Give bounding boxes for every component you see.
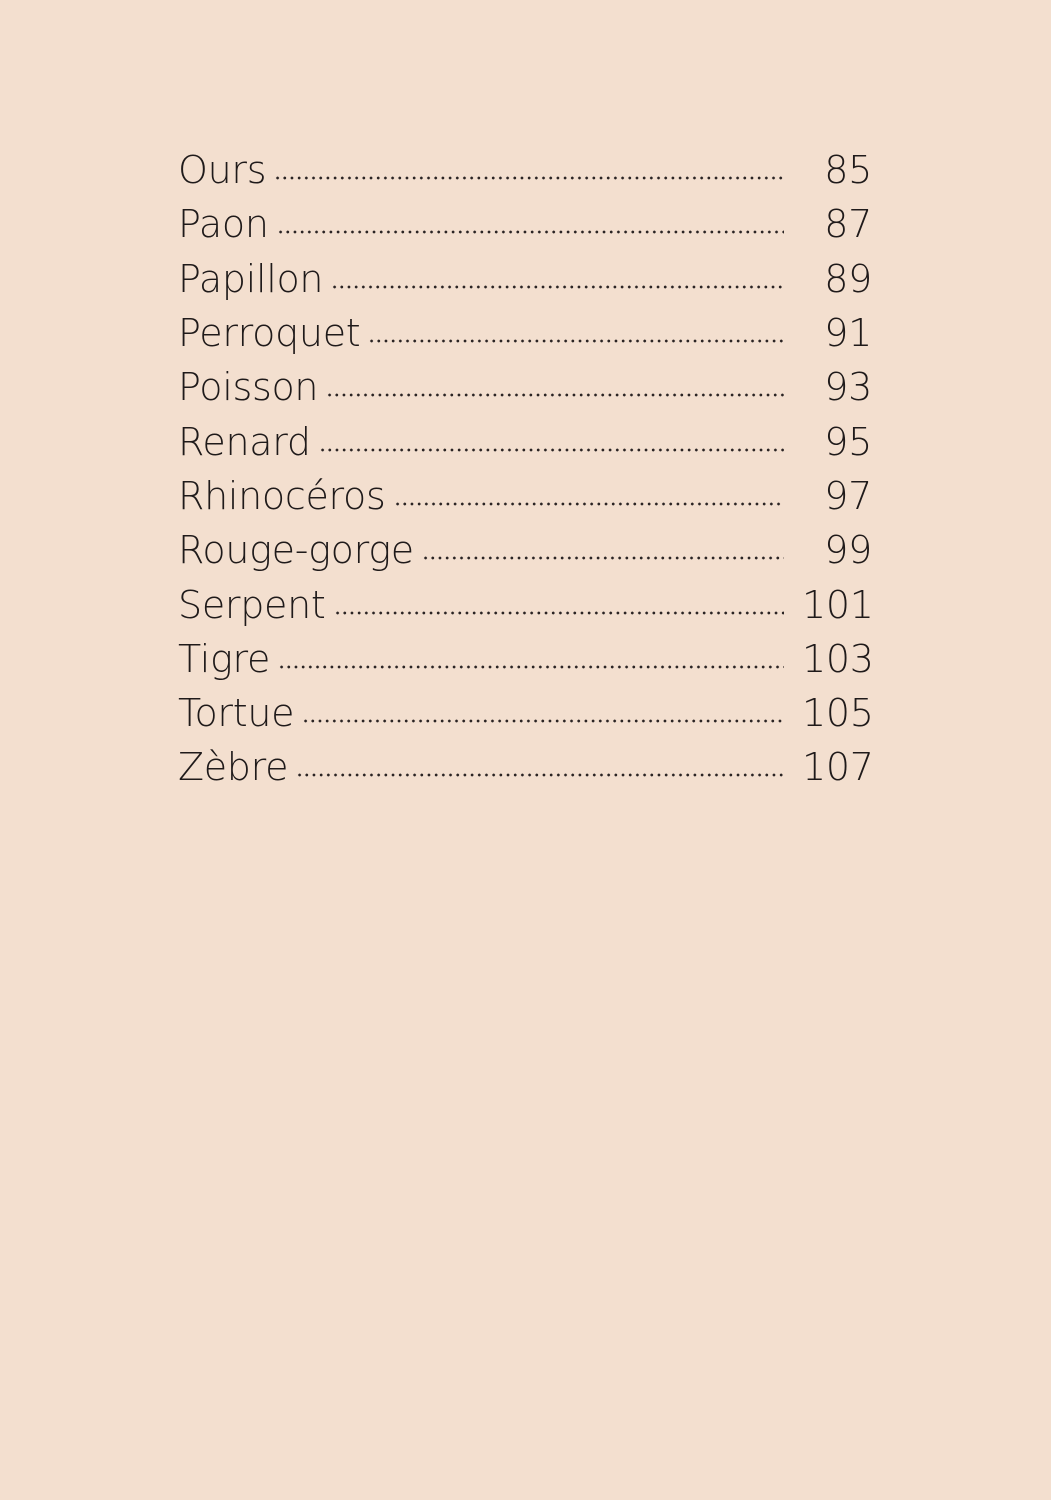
toc-entry-label: Poisson xyxy=(178,365,319,410)
toc-entry-label: Tortue xyxy=(178,691,295,736)
toc-entry-page: 97 xyxy=(824,473,872,518)
toc-entry-label: Zèbre xyxy=(178,745,289,790)
dot-leader xyxy=(274,173,784,183)
toc-entry[interactable] xyxy=(178,632,872,686)
toc-entry[interactable] xyxy=(178,143,872,197)
dot-leader xyxy=(394,499,785,509)
toc-entry-label: Papillon xyxy=(178,256,324,301)
toc-entry[interactable] xyxy=(178,360,872,414)
toc-entry-page: 95 xyxy=(824,419,872,464)
toc-entry[interactable] xyxy=(178,197,872,251)
toc-entry-label: Paon xyxy=(178,202,269,247)
toc-entry[interactable] xyxy=(178,523,872,577)
toc-entry-label: Perroquet xyxy=(178,311,361,356)
toc-entry-label: Serpent xyxy=(178,582,326,627)
toc-entry[interactable] xyxy=(178,306,872,360)
dot-leader xyxy=(331,282,784,292)
toc-entry-label: Rouge-gorge xyxy=(178,528,414,573)
dot-leader xyxy=(368,336,784,346)
toc-entry-label: Tigre xyxy=(178,636,271,681)
toc-entry-page: 87 xyxy=(824,202,872,247)
toc-entry-label: Ours xyxy=(178,148,267,193)
toc-entry[interactable] xyxy=(178,414,872,468)
dot-leader xyxy=(277,227,784,237)
dot-leader xyxy=(334,608,784,618)
dot-leader xyxy=(296,770,784,780)
dot-leader xyxy=(278,662,784,672)
toc-entry[interactable] xyxy=(178,686,872,740)
toc-entry-page: 103 xyxy=(802,636,874,681)
toc-entry[interactable] xyxy=(178,740,872,794)
toc-entry-page: 93 xyxy=(824,365,872,410)
table-of-contents xyxy=(178,143,872,795)
dot-leader xyxy=(326,390,784,400)
toc-entry[interactable] xyxy=(178,469,872,523)
toc-entry-page: 105 xyxy=(802,691,874,736)
toc-entry-label: Rhinocéros xyxy=(178,473,386,518)
dot-leader xyxy=(422,553,784,563)
toc-entry-page: 85 xyxy=(824,148,872,193)
toc-entry[interactable] xyxy=(178,252,872,306)
toc-entry-page: 91 xyxy=(824,311,872,356)
toc-entry-label: Renard xyxy=(178,419,311,464)
toc-entry[interactable] xyxy=(178,577,872,631)
dot-leader xyxy=(302,716,784,726)
toc-entry-page: 99 xyxy=(824,528,872,573)
toc-entry-page: 107 xyxy=(802,745,874,790)
toc-entry-page: 89 xyxy=(824,256,872,301)
dot-leader xyxy=(319,445,784,455)
toc-entry-page: 101 xyxy=(802,582,874,627)
